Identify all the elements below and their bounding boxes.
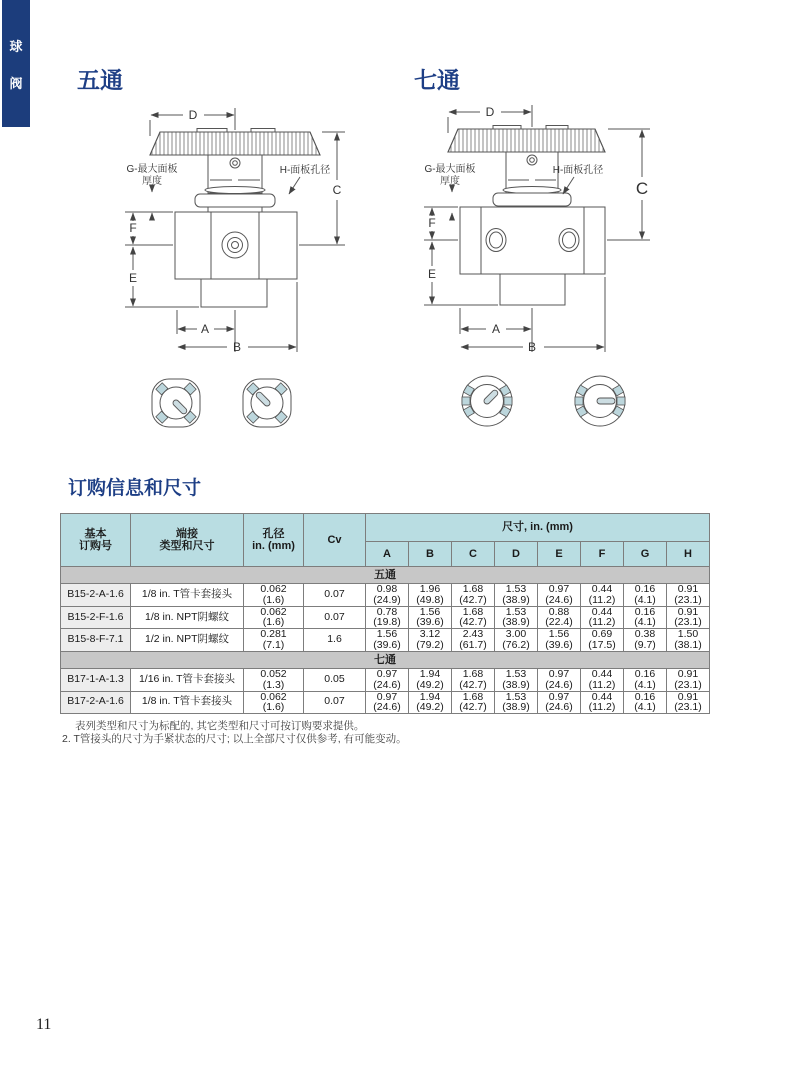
dim-cell-g: 0.16 (4.1) (624, 668, 667, 691)
dim-cell-b: 3.12 (79.2) (409, 629, 452, 652)
dim-label-a: A (200, 322, 210, 336)
g-label-line1: G-最大面板 (126, 164, 178, 175)
dim-cell-d: 1.53 (38.9) (495, 668, 538, 691)
group-band-label: 五通 (61, 567, 710, 584)
dim-col-header-a: A (366, 542, 409, 567)
dim-cell-a: 1.56 (39.6) (366, 629, 409, 652)
dim-col-header-g: G (624, 542, 667, 567)
end-connection-cell: 1/2 in. NPT阴螺纹 (131, 629, 244, 652)
five-way-valve-drawing (115, 92, 355, 360)
col-header-cv: Cv (304, 514, 366, 567)
dim-cell-d: 3.00 (76.2) (495, 629, 538, 652)
five-way-panel-nut (195, 194, 275, 207)
cv-cell: 0.07 (304, 691, 366, 714)
dim-col-header-e: E (538, 542, 581, 567)
order-number-cell: B15-8-F-7.1 (61, 629, 131, 652)
order-table-body (61, 567, 710, 714)
dim-cell-d: 1.53 (38.9) (495, 691, 538, 714)
dim-cell-a: 0.97 (24.6) (366, 668, 409, 691)
seven-way-flow-view-2 (575, 376, 625, 426)
dim-cell-a: 0.98 (24.9) (366, 584, 409, 607)
dim-cell-e: 0.97 (24.6) (538, 668, 581, 691)
ordering-table-wrap (60, 513, 710, 714)
dim-cell-c: 1.68 (42.7) (452, 691, 495, 714)
orifice-cell: 0.062 (1.6) (244, 691, 304, 714)
seven-way-bottom-port (500, 274, 565, 305)
dim-label-b: B (232, 340, 242, 354)
seven-way-knob (448, 129, 605, 152)
seven-way-panel-nut (493, 193, 571, 206)
seven-way-valve-drawing (418, 92, 663, 360)
dim-label-b: B (527, 340, 537, 354)
dim-cell-g: 0.16 (4.1) (624, 584, 667, 607)
seven-way-title: 七通 (414, 67, 460, 93)
group-band-row (61, 651, 710, 668)
dim-cell-f: 0.44 (11.2) (581, 606, 624, 629)
dim-cell-a: 0.78 (19.8) (366, 606, 409, 629)
dim-cell-g: 0.16 (4.1) (624, 691, 667, 714)
five-way-flow-view-1 (152, 379, 200, 427)
dim-cell-c: 1.68 (42.7) (452, 584, 495, 607)
dim-cell-h: 1.50 (38.1) (667, 629, 710, 652)
ordering-table (60, 513, 710, 714)
dim-cell-b: 1.96 (49.8) (409, 584, 452, 607)
dim-col-header-f: F (581, 542, 624, 567)
footnotes (62, 720, 642, 746)
dim-cell-h: 0.91 (23.1) (667, 606, 710, 629)
dim-cell-h: 0.91 (23.1) (667, 668, 710, 691)
five-way-title: 五通 (77, 67, 123, 93)
dim-cell-b: 1.94 (49.2) (409, 668, 452, 691)
orifice-cell: 0.052 (1.3) (244, 668, 304, 691)
dim-cell-d: 1.53 (38.9) (495, 606, 538, 629)
col-header-dimensions: 尺寸, in. (mm) (366, 514, 710, 542)
dim-cell-c: 1.68 (42.7) (452, 668, 495, 691)
dim-label-c: C (332, 183, 342, 197)
order-number-cell: B15-2-F-1.6 (61, 606, 131, 629)
g-label-line2: 厚度 (440, 176, 460, 187)
dim-label-f: F (129, 221, 137, 235)
orifice-cell: 0.062 (1.6) (244, 606, 304, 629)
dim-col-header-c: C (452, 542, 495, 567)
group-band-row (61, 567, 710, 584)
dim-label-f: F (428, 216, 436, 230)
ordering-section-title: 订购信息和尺寸 (68, 478, 202, 499)
sidebar-tab-ball-valve (2, 0, 30, 127)
dim-label-e: E (128, 271, 138, 285)
end-connection-cell: 1/8 in. NPT阴螺纹 (131, 606, 244, 629)
cv-cell: 0.05 (304, 668, 366, 691)
order-number-cell: B17-2-A-1.6 (61, 691, 131, 714)
h-label: H-面板孔径 (552, 165, 604, 176)
table-row (61, 691, 710, 714)
dim-cell-f: 0.44 (11.2) (581, 691, 624, 714)
dim-cell-e: 0.88 (22.4) (538, 606, 581, 629)
col-header-orifice: 孔径 in. (mm) (244, 514, 304, 567)
dim-cell-c: 2.43 (61.7) (452, 629, 495, 652)
g-label-line2: 厚度 (142, 176, 162, 187)
cv-cell: 0.07 (304, 606, 366, 629)
five-way-flow-views (135, 372, 305, 434)
dim-cell-f: 0.44 (11.2) (581, 584, 624, 607)
g-label-line1: G-最大面板 (424, 164, 476, 175)
seven-way-body (460, 207, 605, 274)
dim-cell-e: 0.97 (24.6) (538, 584, 581, 607)
table-row (61, 668, 710, 691)
table-row (61, 584, 710, 607)
seven-way-valve-body-group (424, 105, 650, 352)
dim-cell-h: 0.91 (23.1) (667, 691, 710, 714)
dim-col-header-d: D (495, 542, 538, 567)
dim-label-c: C (635, 179, 649, 198)
end-connection-cell: 1/16 in. T管卡套接头 (131, 668, 244, 691)
five-way-valve-body-group (125, 108, 345, 352)
h-label: H-面板孔径 (279, 165, 331, 176)
sidebar-tab-char-1: 球 (9, 38, 23, 54)
group-band-label: 七通 (61, 651, 710, 668)
orifice-cell: 0.281 (7.1) (244, 629, 304, 652)
dim-label-d: D (188, 108, 198, 122)
dim-cell-e: 0.97 (24.6) (538, 691, 581, 714)
dim-cell-e: 1.56 (39.6) (538, 629, 581, 652)
page-number: 11 (36, 1016, 52, 1033)
dim-cell-g: 0.38 (9.7) (624, 629, 667, 652)
table-row (61, 629, 710, 652)
dim-cell-b: 1.56 (39.6) (409, 606, 452, 629)
order-number-cell: B17-1-A-1.3 (61, 668, 131, 691)
dim-cell-f: 0.69 (17.5) (581, 629, 624, 652)
dim-col-header-b: B (409, 542, 452, 567)
dim-cell-b: 1.94 (49.2) (409, 691, 452, 714)
seven-way-flow-views (445, 372, 655, 434)
dim-cell-c: 1.68 (42.7) (452, 606, 495, 629)
handle-indicator (597, 398, 615, 404)
five-way-flow-view-2 (243, 379, 291, 427)
orifice-cell: 0.062 (1.6) (244, 584, 304, 607)
dim-label-a: A (491, 322, 501, 336)
seven-way-flow-view-1 (462, 376, 512, 426)
col-header-end-connection: 端接 类型和尺寸 (131, 514, 244, 567)
table-row (61, 606, 710, 629)
end-connection-cell: 1/8 in. T管卡套接头 (131, 584, 244, 607)
dim-cell-g: 0.16 (4.1) (624, 606, 667, 629)
cv-cell: 0.07 (304, 584, 366, 607)
dim-cell-f: 0.44 (11.2) (581, 668, 624, 691)
dim-label-d: D (485, 105, 495, 119)
dim-col-header-h: H (667, 542, 710, 567)
five-way-bottom-port (201, 279, 267, 307)
footnote-1: 表列类型和尺寸为标配的, 其它类型和尺寸可按订购要求提供。 (75, 720, 365, 732)
dim-label-e: E (427, 267, 437, 281)
dim-cell-a: 0.97 (24.6) (366, 691, 409, 714)
dim-cell-h: 0.91 (23.1) (667, 584, 710, 607)
five-way-knob (150, 132, 320, 155)
order-number-cell: B15-2-A-1.6 (61, 584, 131, 607)
end-connection-cell: 1/8 in. T管卡套接头 (131, 691, 244, 714)
footnote-2: 2. T管接头的尺寸为手紧状态的尺寸; 以上全部尺寸仅供参考, 有可能变动。 (62, 733, 407, 746)
dim-cell-d: 1.53 (38.9) (495, 584, 538, 607)
sidebar-tab-char-2: 阀 (9, 75, 23, 91)
col-header-basic-order-number: 基本 订购号 (61, 514, 131, 567)
cv-cell: 1.6 (304, 629, 366, 652)
